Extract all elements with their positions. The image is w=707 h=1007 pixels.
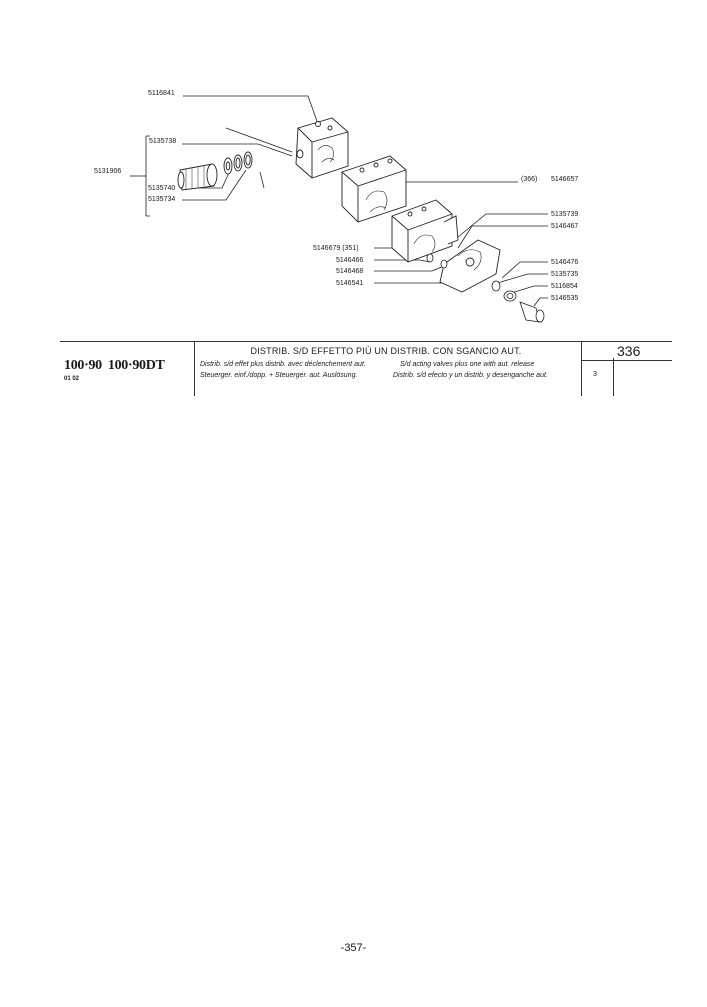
group-code: 336 xyxy=(617,343,641,359)
part-callout: 5135740 xyxy=(148,185,176,192)
part-callout: 5146468 xyxy=(336,268,364,275)
release-cover-plate xyxy=(440,240,500,292)
part-callout: 5116841 xyxy=(148,90,175,97)
title-block-page-rule xyxy=(582,360,672,361)
description-spanish: Distrib. s/d efecto y un distrib. y desenganche aut. xyxy=(393,372,548,379)
part-callout: 5146466 xyxy=(336,257,364,264)
part-callout: 5146679 (351) xyxy=(313,245,359,252)
part-callout: 5116854 xyxy=(551,283,578,290)
part-callout: 5135735 xyxy=(551,271,579,278)
title-block-divider-left xyxy=(194,342,195,396)
model-designation xyxy=(64,358,171,374)
fitting-drawing xyxy=(178,152,252,190)
part-callout: 5135738 xyxy=(149,138,177,145)
description-french: Distrib. s/d effet plus distrib. avec déclenchement aut. xyxy=(200,361,366,368)
description-german: Steuerger. einf./dopp. + Steuerger. aut. Auslösung. xyxy=(200,372,358,379)
part-callout: 5146467 xyxy=(551,223,579,230)
part-callout: 5135734 xyxy=(148,196,176,203)
part-callout: 5146535 xyxy=(551,295,579,302)
part-callout: 5146541 xyxy=(336,280,364,287)
sheet-number: 3 xyxy=(593,371,597,378)
valve-body-lower xyxy=(392,200,458,262)
exploded-parts-diagram xyxy=(0,0,707,340)
part-callout: 5135739 xyxy=(551,211,579,218)
title-block-divider-page xyxy=(613,358,614,396)
description-english: S/d acting valves plus one with aut. release xyxy=(400,361,535,368)
model-name: 100·90 xyxy=(64,358,102,373)
valve-body-middle xyxy=(342,156,406,222)
page-number: -357- xyxy=(340,942,367,954)
part-callout: 5146657 xyxy=(551,176,579,183)
model-name: 100·90DT xyxy=(107,358,165,373)
assembly-label: 5131906 xyxy=(94,168,122,175)
title-block-divider-right xyxy=(581,342,582,396)
part-callout: 5146476 xyxy=(551,259,579,266)
group-title: DISTRIB. S/D EFFETTO PIÙ UN DISTRIB. CON SGANCIO AUT. xyxy=(250,346,522,356)
part-callout: (366) xyxy=(521,176,538,183)
valve-body-upper xyxy=(296,118,348,178)
model-variant: 01 02 xyxy=(64,376,80,382)
